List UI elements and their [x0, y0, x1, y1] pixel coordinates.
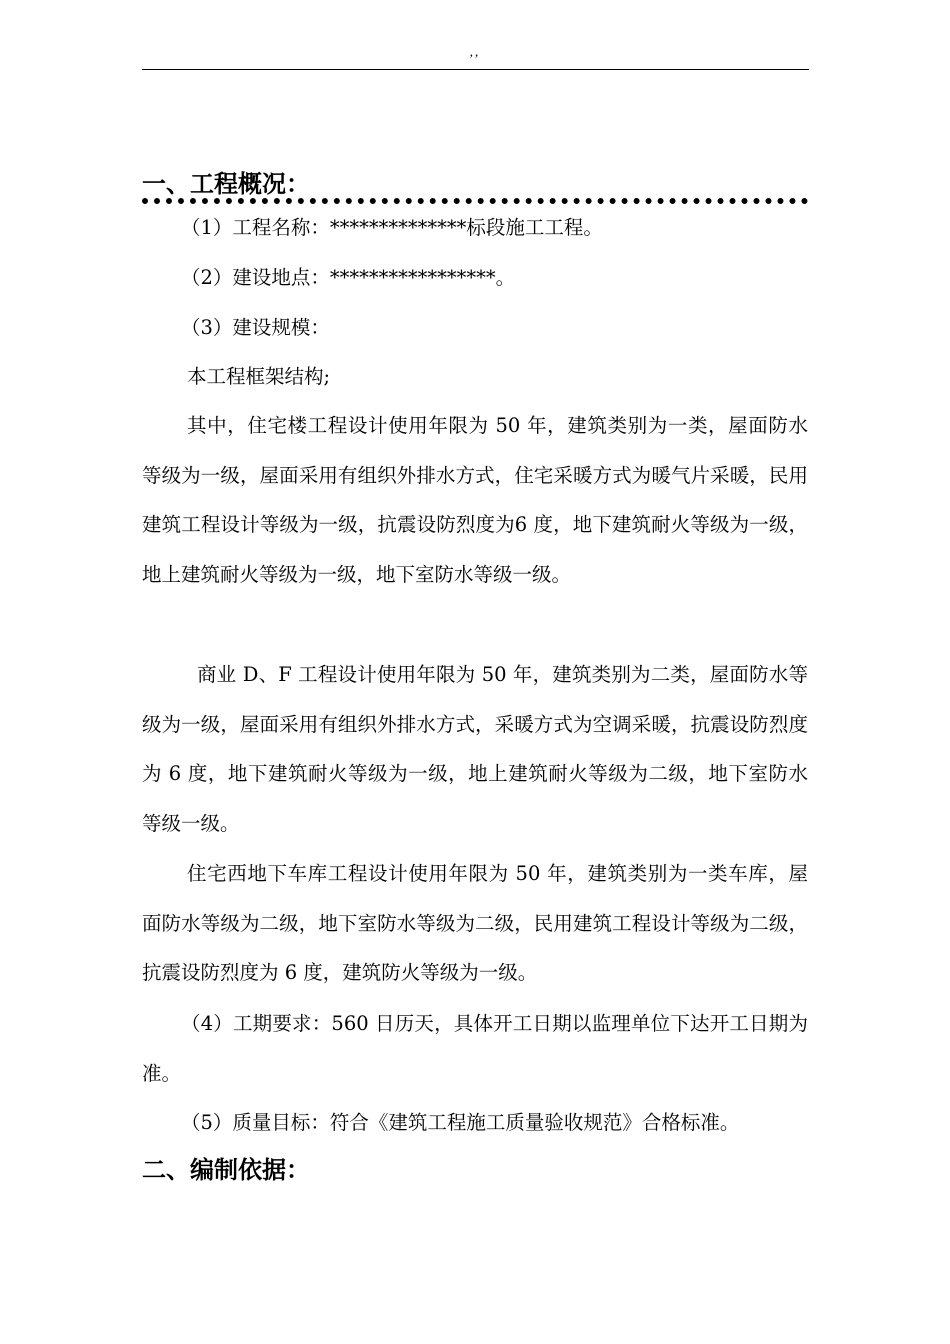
- structure-type: 本工程框架结构;: [187, 365, 331, 388]
- residential-building-paragraph: 其中，住宅楼工程设计使用年限为 50 年，建筑类别为一类，屋面防水等级为一级，屋面采用有组织外排水方式，住宅采暖方式为暖气片采暖，民用建筑工程设计等级为一级，抗震设防烈度为6 度，地下建筑耐火等级为一级，地上建筑耐火等级为一级，地下室防水等级一级。: [142, 414, 808, 587]
- header-mark: ,,: [469, 44, 481, 59]
- project-scale-item: （3）建设规模：: [181, 316, 330, 339]
- project-name-item: （1）工程名称：**************标段施工工程。: [181, 216, 603, 239]
- section-1-title: 一、工程概况：: [142, 170, 310, 198]
- quality-target-item: （5）质量目标：符合《建筑工程施工质量验收规范》合格标准。: [181, 1111, 740, 1134]
- garage-paragraph: 住宅西地下车库工程设计使用年限为 50 年，建筑类别为一类车库，屋面防水等级为二级，地下室防水等级为二级，民用建筑工程设计等级为二级，抗震设防烈度为 6 度，建筑防火等级为一级。: [142, 862, 808, 985]
- commercial-building-paragraph: 商业 D、F 工程设计使用年限为 50 年，建筑类别为二类，屋面防水等级为一级，屋面采用有组织外排水方式，采暖方式为空调采暖，抗震设防烈度为 6 度，地下建筑耐火等级为一级，地上建筑耐火等级为二级，地下室防水等级一级。: [142, 663, 808, 836]
- schedule-item: （4）工期要求：560 日历天，具体开工日期以监理单位下达开工日期为准。: [142, 1012, 808, 1085]
- header-rule: [142, 69, 809, 70]
- section-2-title: 二、编制依据：: [142, 1156, 310, 1184]
- project-location-item: （2）建设地点：*****************。: [181, 266, 516, 289]
